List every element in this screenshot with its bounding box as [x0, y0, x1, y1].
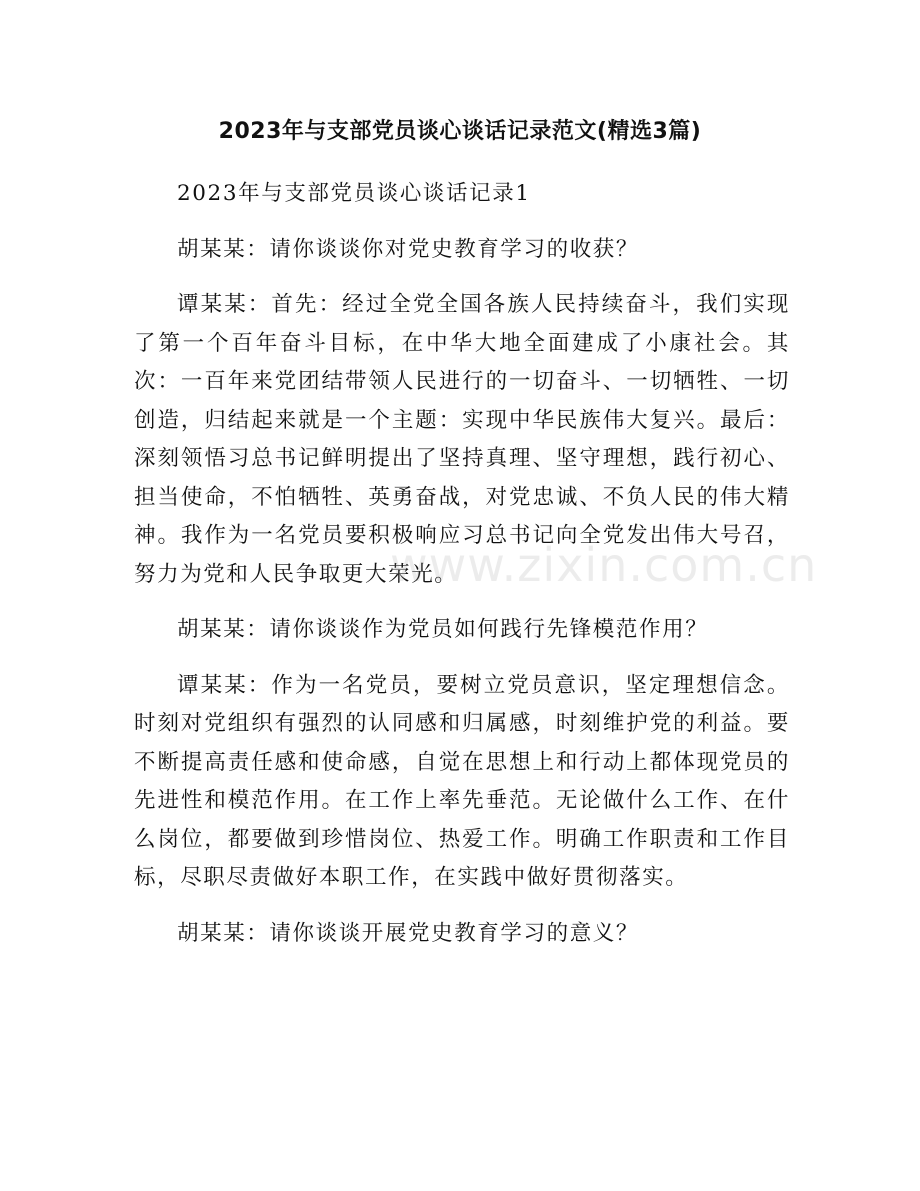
watermark: www.zixin.com.cn	[390, 538, 818, 592]
section-heading: 2023年与支部党员谈心谈话记录1	[177, 181, 531, 206]
question-paragraph: 胡某某：请你谈谈作为党员如何践行先锋模范作用？	[177, 617, 709, 642]
document-body	[134, 175, 790, 970]
answer-paragraph: 谭某某：首先：经过全党全国各族人民持续奋斗，我们实现了第一个百年奋斗目标，在中华大地全面建成了小康社会。其次：一百年来党团结带领人民进行的一切奋斗、一切牺牲、一切创造，归结起来就是一个主题：实现中华民族伟大复兴。最后：深刻领悟习总书记鲜明提出了坚持真理、坚守理想，践行初心、担当使命，不怕牺牲、英勇奋战，对党忠诚、不负人民的伟大精神。我作为一名党员要积极响应习总书记向全党发出伟大号召，努力为党和人民争取更大荣光。	[134, 292, 790, 587]
document-title: 2023年与支部党员谈心谈话记录范文(精选3篇)	[218, 119, 702, 144]
answer-paragraph: 谭某某：作为一名党员，要树立党员意识，坚定理想信念。时刻对党组织有强烈的认同感和归属感，时刻维护党的利益。要不断提高责任感和使命感，自觉在思想上和行动上都体现党员的先进性和模范作用。在工作上率先垂范。无论做什么工作、在什么岗位，都要做到珍惜岗位、热爱工作。明确工作职责和工作目标，尽职尽责做好本职工作，在实践中做好贯彻落实。	[134, 672, 790, 890]
question-paragraph: 胡某某：请你谈谈你对党史教育学习的收获？	[177, 236, 640, 262]
question-paragraph: 胡某某：请你谈谈开展党史教育学习的意义？	[177, 920, 640, 946]
